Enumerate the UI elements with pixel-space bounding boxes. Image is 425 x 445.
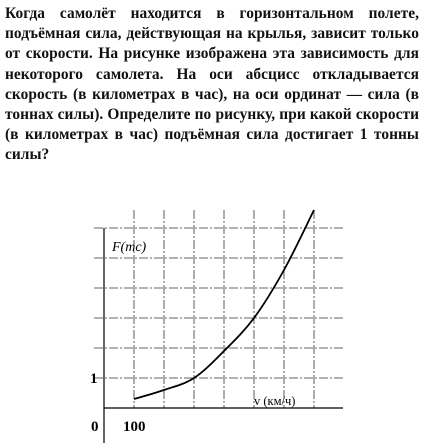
x-tick-label-100: 100: [123, 419, 146, 435]
y-tick-label-1: 1: [90, 371, 98, 387]
origin-label: 0: [91, 419, 99, 435]
x-axis-label: v (км/ч): [254, 394, 296, 408]
y-axis-label: F(mc): [112, 240, 147, 255]
problem-text: Когда самолёт находится в горизонтальном полете, подъёмная сила, действующая на крылья, зависит только от скорости. На рисунке изображена эта зависимость для некоторого самолета. На оси абсцисс откладывается скорость (в километрах в час), на оси ординат — сила (в тоннах силы). Определите по рисунку, при какой скорости (в километрах в час) подъёмная сила достигает 1 тонны силы?: [5, 5, 419, 164]
